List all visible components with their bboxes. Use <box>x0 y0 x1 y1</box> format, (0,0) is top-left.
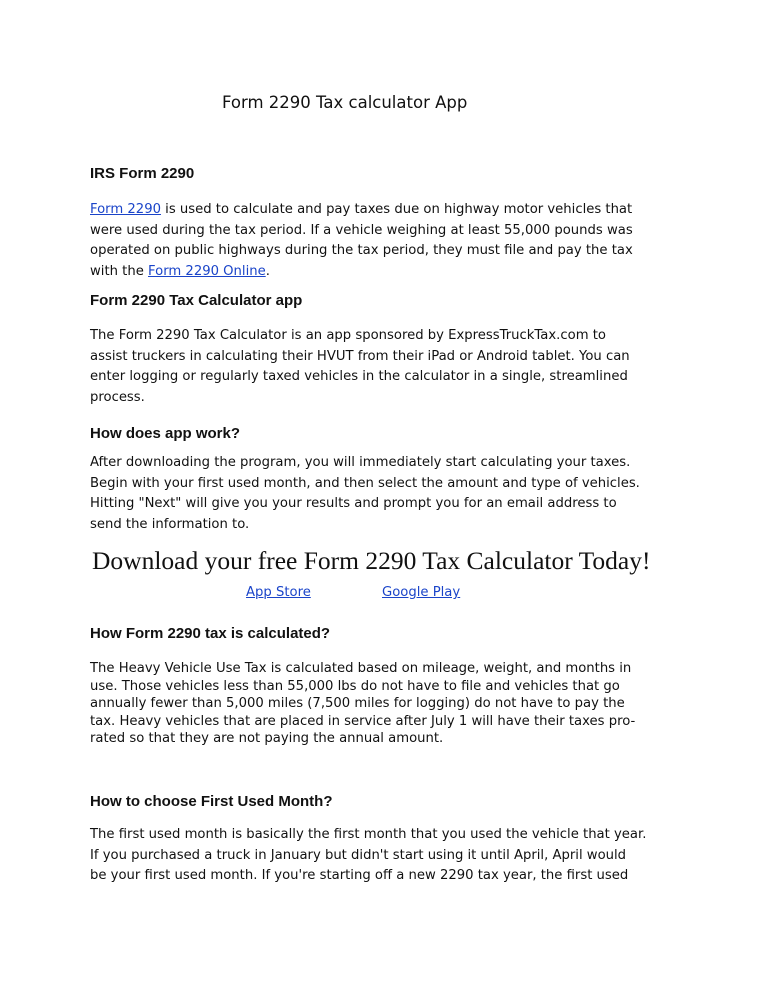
paragraph-line: The Heavy Vehicle Use Tax is calculated based on mileage, weight, and months in <box>90 661 632 676</box>
paragraph-line: assist truckers in calculating their HVUT from their iPad or Android tablet. You can <box>90 348 630 364</box>
paragraph-line: send the information to. <box>90 516 250 532</box>
paragraph-line: with the Form 2290 Online. <box>90 263 270 279</box>
paragraph-line: tax. Heavy vehicles that are placed in service after July 1 will have their taxes pro- <box>90 713 636 729</box>
paragraph-line: enter logging or regularly taxed vehicles in the calculator in a single, streamlined <box>90 369 628 384</box>
google-play-link[interactable]: Google Play <box>382 585 461 600</box>
paragraph-first-used-month <box>90 825 690 887</box>
paragraph-line: process. <box>90 389 145 405</box>
paragraph-line: be your first used month. If you're starting off a new 2290 tax year, the first used <box>90 868 629 883</box>
paragraph-line: annually fewer than 5,000 miles (7,500 miles for logging) do not have to pay the <box>90 696 625 711</box>
paragraph-irs-form-2290 <box>90 200 690 282</box>
heading-how-tax-calculated: How Form 2290 tax is calculated? <box>90 625 331 642</box>
form-2290-online-link[interactable]: Form 2290 Online <box>148 263 266 279</box>
paragraph-line: After downloading the program, you will immediately start calculating your taxes. <box>90 455 631 470</box>
paragraph-line: Hitting "Next" will give you your results and prompt you for an email address to <box>90 496 617 511</box>
paragraph-line: The Form 2290 Tax Calculator is an app sponsored by ExpressTruckTax.com to <box>90 328 606 343</box>
paragraph-line: were used during the tax period. If a vehicle weighing at least 55,000 pounds was <box>90 222 633 238</box>
paragraph-line: rated so that they are not paying the annual amount. <box>90 731 444 746</box>
heading-how-app-works: How does app work? <box>90 425 241 442</box>
download-heading: Download your free Form 2290 Tax Calculator Today! <box>92 546 651 575</box>
form-2290-link[interactable]: Form 2290 <box>90 202 161 217</box>
paragraph-how-app-works <box>90 453 690 535</box>
paragraph-line: Begin with your first used month, and then select the amount and type of vehicles. <box>90 475 640 491</box>
paragraph-line: use. Those vehicles less than 55,000 lbs do not have to file and vehicles that go <box>90 678 620 694</box>
paragraph-line: If you purchased a truck in January but didn't start using it until April, April would <box>90 847 627 863</box>
paragraph-calculator-app <box>90 326 690 408</box>
paragraph-line: Form 2290 is used to calculate and pay taxes due on highway motor vehicles that <box>90 202 633 217</box>
heading-calculator-app: Form 2290 Tax Calculator app <box>90 292 303 309</box>
document-title: Form 2290 Tax calculator App <box>222 93 468 112</box>
app-store-link[interactable]: App Store <box>246 585 311 600</box>
heading-irs-form-2290: IRS Form 2290 <box>90 165 195 182</box>
heading-first-used-month: How to choose First Used Month? <box>90 793 333 810</box>
paragraph-how-tax-calculated <box>90 660 690 748</box>
paragraph-line: operated on public highways during the tax period, they must file and pay the tax <box>90 243 633 258</box>
paragraph-line: The first used month is basically the first month that you used the vehicle that year. <box>90 827 647 842</box>
